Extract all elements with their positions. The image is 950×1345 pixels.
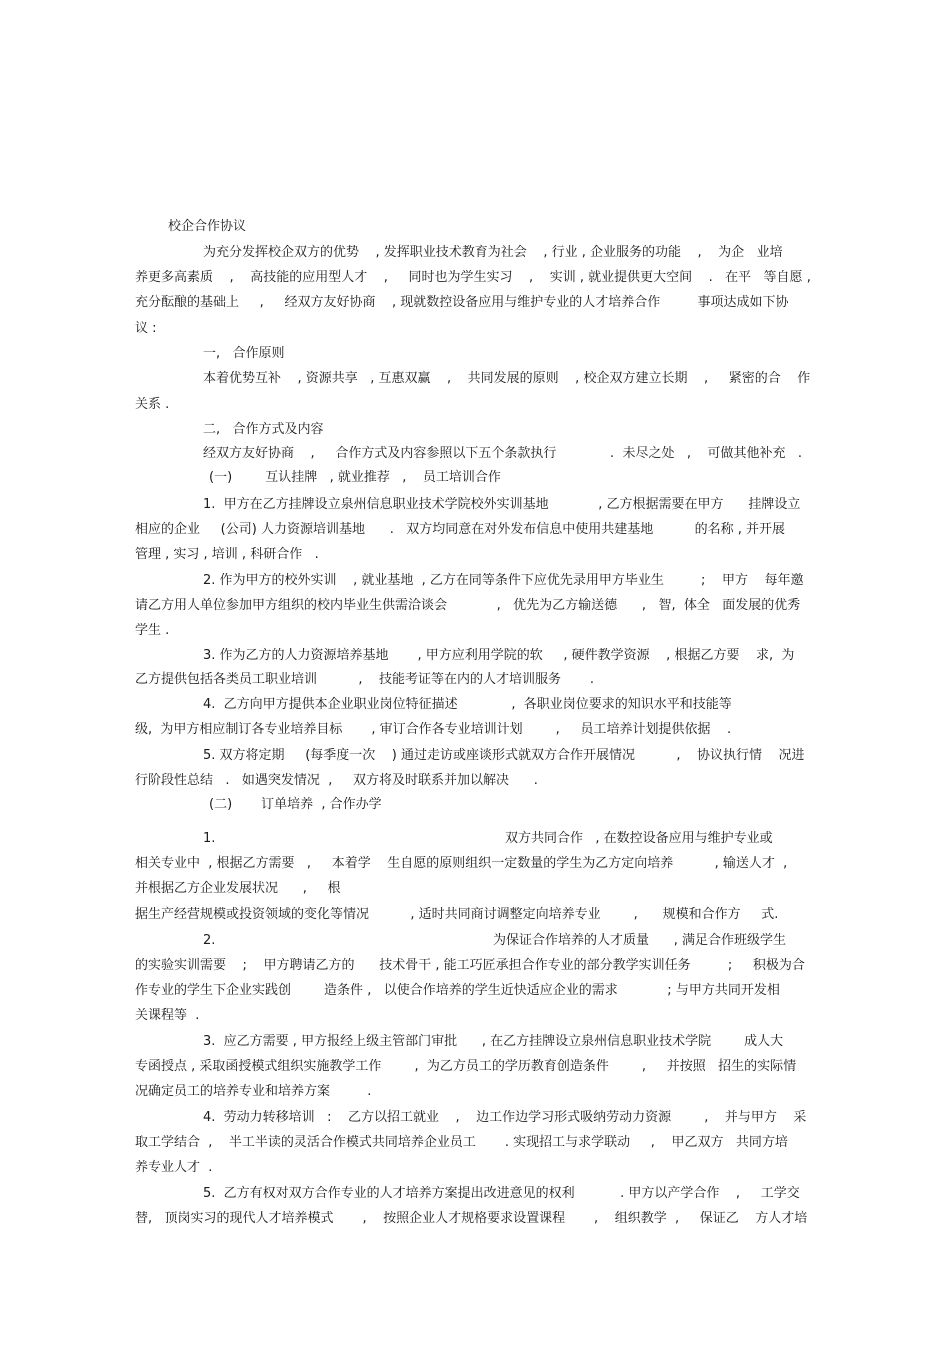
text-line: 相应的企业 (公司) 人力资源培训基地 . 双方均同意在对外发布信息中使用共建基地 的名称 , 并开展 (135, 522, 785, 537)
document-title: 校企合作协议 (168, 219, 247, 234)
text-line: 请乙方用人单位参加甲方组织的校内毕业生供需洽谈会 , 优先为乙方输送德 , 智, 体全 面发展的优秀 (135, 598, 801, 613)
text-line: 3. 应乙方需要 , 甲方报经上级主管部门审批 , 在乙方挂牌设立泉州信息职业技术学院 成人大 (203, 1034, 784, 1049)
section-heading: 一, 合作原则 (203, 346, 285, 361)
text-line: 并根据乙方企业发展状况 , 根 (135, 881, 341, 896)
text-line: 况确定员工的培养专业和培养方案 . (135, 1084, 372, 1099)
text-line: 养专业人才 . (135, 1160, 213, 1175)
text-line: 1. 甲方在乙方挂牌设立泉州信息职业技术学院校外实训基地 , 乙方根据需要在甲方 挂牌设立 (203, 497, 801, 512)
text-line: 经双方友好协商 , 合作方式及内容参照以下五个条款执行 . 未尽之处 , 可做其他补充 . (203, 446, 803, 461)
text-line: 关课程等 . (135, 1008, 200, 1023)
text-line: 2. 作为甲方的校外实训 , 就业基地 , 乙方在同等条件下应优先录用甲方毕业生 ; 甲方 每年邀 (203, 573, 804, 588)
text-line: 议 : (135, 321, 157, 336)
text-line: 行阶段性总结 . 如遇突发情况 , 双方将及时联系并加以解决 . (135, 773, 538, 788)
text-line: 本着优势互补 , 资源共享 , 互惠双赢 , 共同发展的原则 , 校企双方建立长期 , 紧密的合 作 (203, 371, 811, 386)
text-line: 取工学结合 , 半工半读的灵活合作模式共同培养企业员工 . 实现招工与求学联动 , 甲乙双方 共同方培 (135, 1135, 788, 1150)
text-line: 养更多高素质 , 高技能的应用型人才 , 同时也为学生实习 , 实训 , 就业提供更大空间 . 在平 等自愿 , (135, 270, 811, 285)
subsection-heading: (二) 订单培养 , 合作办学 (209, 797, 382, 812)
text-line: 2. (203, 933, 216, 948)
text-line: 作专业的学生下企业实践创 造条件 , 以使合作培养的学生近快适应企业的需求 ; 与甲方共同开发相 (135, 983, 780, 998)
section-heading: 二, 合作方式及内容 (203, 422, 324, 437)
text-line: 专函授点 , 采取函授模式组织实施教学工作 , 为乙方员工的学历教育创造条件 , 并按照 招生的实际情 (135, 1059, 797, 1074)
text-line: 相关专业中 , 根据乙方需要 , 本着学 生自愿的原则组织一定数量的学生为乙方定向培养 , 输送人才 , (135, 856, 788, 871)
text-line: 级, 为甲方相应制订各专业培养目标 , 审订合作各专业培训计划 , 员工培养计划提供依据 . (135, 722, 732, 737)
text-line: 4. 劳动力转移培训 : 乙方以招工就业 , 边工作边学习形式吸纳劳动力资源 , 并与甲方 采 (203, 1110, 807, 1125)
text-line: 替, 顶岗实习的现代人才培养模式 , 按照企业人才规格要求设置课程 , 组织教学 , 保证乙 方人才培 (135, 1211, 808, 1226)
subsection-heading: (一) 互认挂牌 , 就业推荐 , 员工培训合作 (209, 470, 501, 485)
text-line: 为保证合作培养的人才质量 , 满足合作班级学生 (493, 933, 787, 948)
text-line: 为充分发挥校企双方的优势 , 发挥职业技术教育为社会 , 行业 , 企业服务的功能 , 为企 业培 (203, 245, 783, 260)
text-line: 关系 . (135, 397, 170, 412)
text-line: 管理 , 实习 , 培训 , 科研合作 . (135, 547, 319, 562)
text-line: 5. 乙方有权对双方合作专业的人才培养方案提出改进意见的权利 . 甲方以产学合作 , 工学交 (203, 1186, 800, 1201)
text-line: 学生 . (135, 623, 170, 638)
text-line: 乙方提供包括各类员工职业培训 , 技能考证等在内的人才培训服务 . (135, 672, 595, 687)
text-line: 充分酝酿的基础上 , 经双方友好协商 , 现就数控设备应用与维护专业的人才培养合作 事项达成如下协 (135, 295, 789, 310)
text-line: 1. (203, 831, 216, 846)
text-line: 4. 乙方向甲方提供本企业职业岗位特征描述 , 各职业岗位要求的知识水平和技能等 (203, 697, 732, 712)
text-line: 据生产经营规模或投资领域的变化等情况 , 适时共同商讨调整定向培养专业 , 规模和合作方 式. (135, 907, 779, 922)
text-line: 的实验实训需要 ; 甲方聘请乙方的 技术骨干 , 能工巧匠承担合作专业的部分教学实训任务 ; 积极为合 (135, 958, 805, 973)
text-line: 5. 双方将定期 (每季度一次 ) 通过走访或座谈形式就双方合作开展情况 , 协议执行情 况进 (203, 748, 805, 763)
text-line: 双方共同合作 , 在数控设备应用与维护专业或 (505, 831, 773, 846)
text-line: 3. 作为乙方的人力资源培养基地 , 甲方应利用学院的软 , 硬件教学资源 , 根据乙方要 求, 为 (203, 648, 795, 663)
